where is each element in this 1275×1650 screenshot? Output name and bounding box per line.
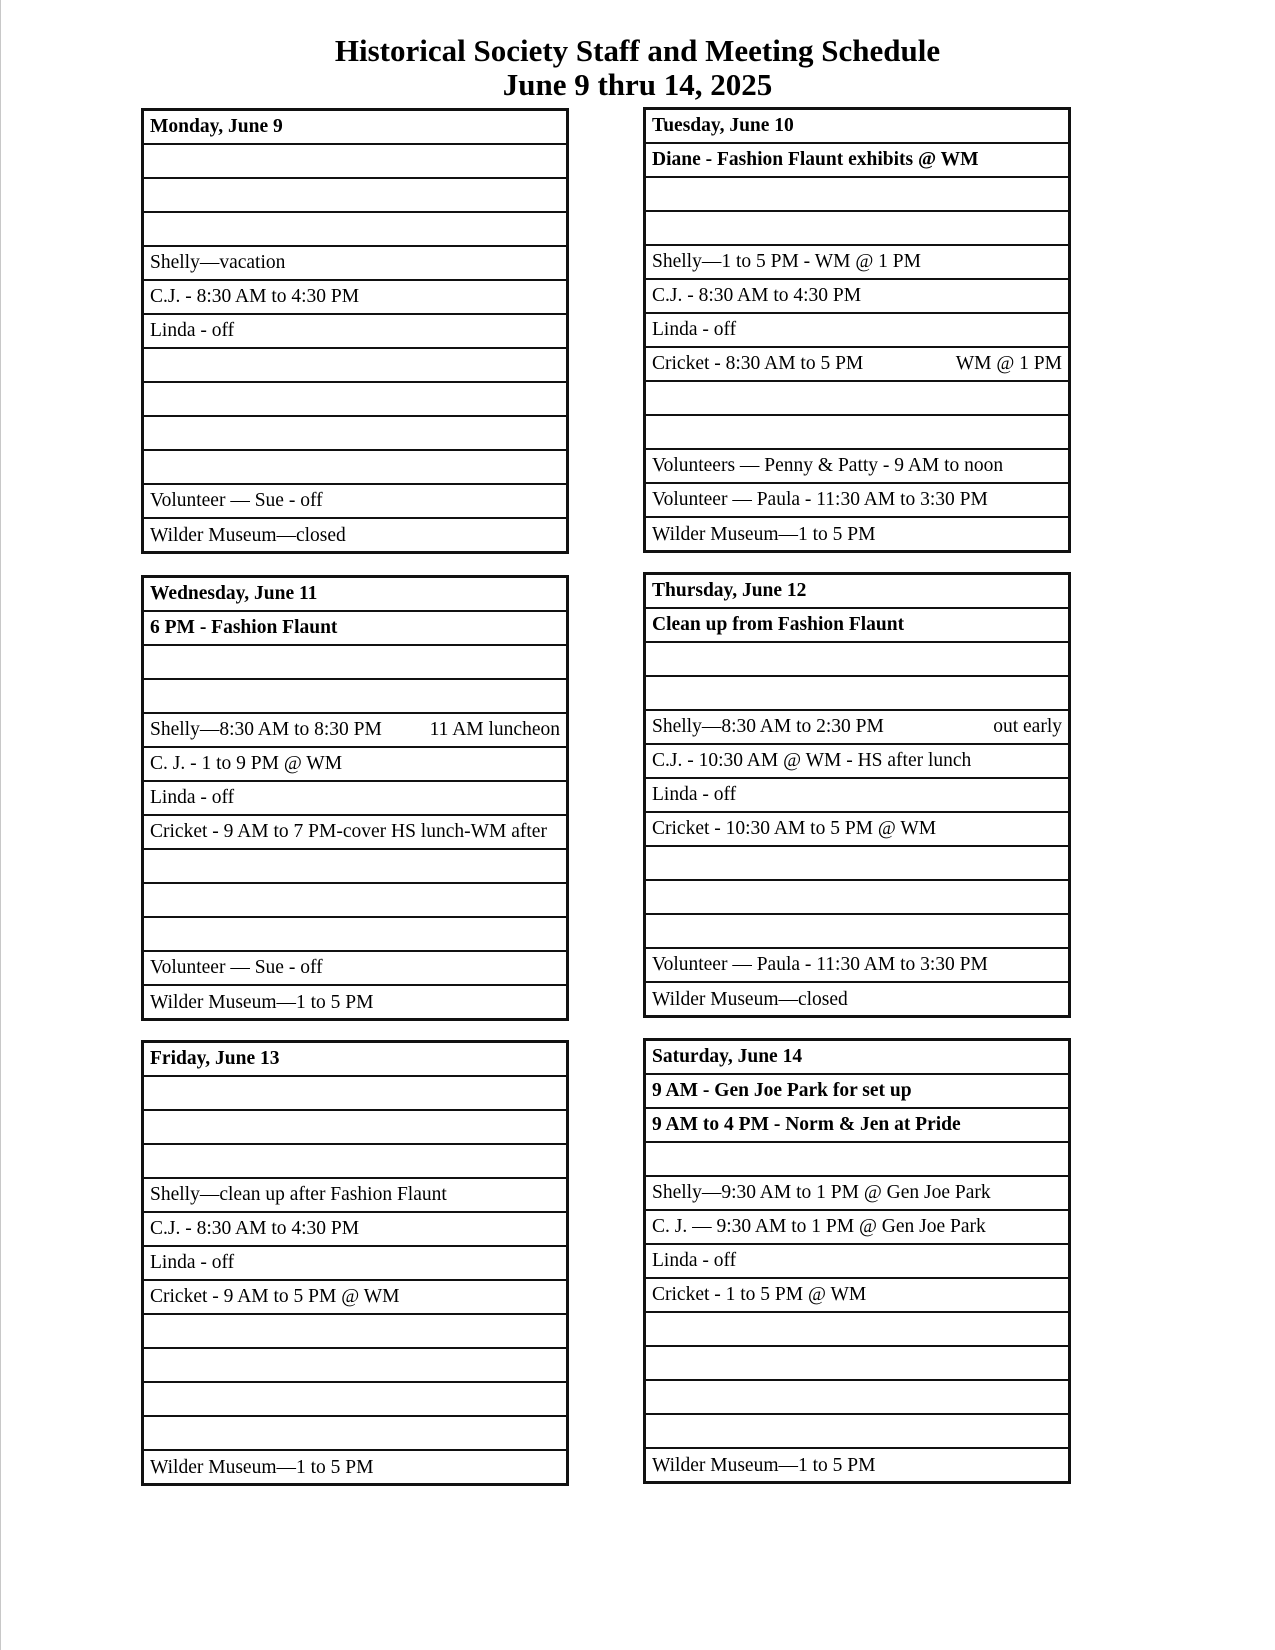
schedule-text: C.J. - 8:30 AM to 4:30 PM: [150, 286, 360, 307]
schedule-row: [144, 1451, 566, 1485]
day-box-wednesday: [141, 575, 569, 1021]
schedule-text: Volunteer — Paula - 11:30 AM to 3:30 PM: [652, 954, 988, 975]
schedule-row: [646, 212, 1068, 246]
schedule-text: C. J. — 9:30 AM to 1 PM @ Gen Joe Park: [652, 1216, 986, 1237]
schedule-text: 6 PM - Fashion Flaunt: [150, 617, 338, 638]
schedule-text: Volunteer — Sue - off: [150, 490, 323, 511]
schedule-text: Volunteers — Penny & Patty - 9 AM to noon: [652, 455, 1004, 476]
schedule-row: [144, 986, 566, 1020]
schedule-row: [646, 1449, 1068, 1483]
schedule-text: Shelly—clean up after Fashion Flaunt: [150, 1184, 447, 1205]
schedule-text: Cricket - 1 to 5 PM @ WM: [652, 1284, 867, 1305]
schedule-text: C. J. - 1 to 9 PM @ WM: [150, 753, 343, 774]
schedule-row: [646, 847, 1068, 881]
schedule-row: [144, 349, 566, 383]
day-box-thursday: [643, 572, 1071, 1018]
schedule-row: [144, 451, 566, 485]
schedule-row: [144, 714, 566, 748]
schedule-row: [646, 416, 1068, 450]
schedule-text: Wilder Museum—1 to 5 PM: [652, 524, 876, 545]
schedule-row: [144, 680, 566, 714]
schedule-row: [646, 348, 1068, 382]
schedule-row: [646, 1415, 1068, 1449]
schedule-row: [646, 609, 1068, 643]
day-heading: [144, 1043, 566, 1077]
title-line-1: Historical Society Staff and Meeting Schedule: [334, 33, 941, 68]
schedule-row: [646, 711, 1068, 745]
schedule-row: [144, 1179, 566, 1213]
day-heading-text: Saturday, June 14: [652, 1046, 803, 1067]
day-heading-text: Tuesday, June 10: [652, 115, 794, 136]
schedule-row: [646, 779, 1068, 813]
schedule-text: Shelly—8:30 AM to 2:30 PM: [652, 716, 884, 737]
schedule-row: [646, 1075, 1068, 1109]
title-line-2: June 9 thru 14, 2025: [502, 67, 773, 102]
schedule-row: [646, 1381, 1068, 1415]
schedule-text: Wilder Museum—closed: [150, 525, 346, 546]
schedule-row: [144, 383, 566, 417]
schedule-row: [646, 1211, 1068, 1245]
schedule-text: Cricket - 9 AM to 7 PM-cover HS lunch-WM after: [150, 821, 547, 842]
schedule-row: [144, 145, 566, 179]
schedule-row: [646, 643, 1068, 677]
schedule-row: [646, 1143, 1068, 1177]
day-box-monday: [141, 108, 569, 554]
day-heading: [646, 1041, 1068, 1075]
schedule-text: Linda - off: [652, 784, 737, 805]
schedule-row: [646, 280, 1068, 314]
schedule-note: out early: [993, 716, 1062, 737]
schedule-row: [144, 281, 566, 315]
document-title: [0, 34, 1275, 102]
schedule-text: Wilder Museum—1 to 5 PM: [150, 992, 374, 1013]
schedule-row: [144, 748, 566, 782]
schedule-row: [144, 1281, 566, 1315]
schedule-row: [646, 1177, 1068, 1211]
schedule-row: [646, 881, 1068, 915]
schedule-text: Shelly—9:30 AM to 1 PM @ Gen Joe Park: [652, 1182, 991, 1203]
schedule-row: [646, 1313, 1068, 1347]
schedule-row: [646, 949, 1068, 983]
schedule-row: [646, 745, 1068, 779]
schedule-row: [646, 1245, 1068, 1279]
schedule-text: Clean up from Fashion Flaunt: [652, 614, 905, 635]
schedule-note: 11 AM luncheon: [429, 719, 560, 740]
schedule-row: [144, 179, 566, 213]
schedule-text: Volunteer — Paula - 11:30 AM to 3:30 PM: [652, 489, 988, 510]
schedule-row: [144, 485, 566, 519]
schedule-row: [144, 315, 566, 349]
schedule-row: [646, 178, 1068, 212]
schedule-row: [646, 484, 1068, 518]
schedule-row: [144, 1213, 566, 1247]
schedule-text: Linda - off: [150, 787, 235, 808]
day-box-saturday: [643, 1038, 1071, 1484]
schedule-row: [144, 247, 566, 281]
schedule-note: WM @ 1 PM: [955, 353, 1062, 374]
schedule-row: [144, 816, 566, 850]
schedule-text: Cricket - 10:30 AM to 5 PM @ WM: [652, 818, 937, 839]
schedule-row: [144, 646, 566, 680]
schedule-row: [646, 246, 1068, 280]
schedule-row: [144, 850, 566, 884]
schedule-text: Shelly—8:30 AM to 8:30 PM: [150, 719, 382, 740]
schedule-row: [646, 450, 1068, 484]
schedule-text: Shelly—1 to 5 PM - WM @ 1 PM: [652, 251, 921, 272]
schedule-row: [144, 952, 566, 986]
schedule-row: [144, 918, 566, 952]
schedule-row: [646, 1109, 1068, 1143]
schedule-row: [646, 677, 1068, 711]
schedule-text: 9 AM - Gen Joe Park for set up: [652, 1080, 912, 1101]
schedule-text: Wilder Museum—closed: [652, 989, 848, 1010]
schedule-row: [646, 144, 1068, 178]
day-heading: [144, 111, 566, 145]
schedule-text: Linda - off: [150, 320, 235, 341]
schedule-row: [646, 518, 1068, 552]
schedule-row: [144, 1111, 566, 1145]
schedule-text: Wilder Museum—1 to 5 PM: [150, 1457, 374, 1478]
day-box-tuesday: [643, 107, 1071, 553]
schedule-row: [144, 1349, 566, 1383]
day-heading-text: Monday, June 9: [150, 116, 283, 137]
schedule-text: Cricket - 8:30 AM to 5 PM: [652, 353, 864, 374]
schedule-row: [646, 1347, 1068, 1381]
schedule-row: [144, 1145, 566, 1179]
schedule-text: Volunteer — Sue - off: [150, 957, 323, 978]
page-edge: [0, 0, 1, 1650]
day-heading-text: Wednesday, June 11: [150, 583, 318, 604]
schedule-row: [646, 1279, 1068, 1313]
day-heading: [144, 578, 566, 612]
schedule-row: [144, 417, 566, 451]
schedule-row: [646, 314, 1068, 348]
schedule-row: [144, 1315, 566, 1349]
schedule-text: C.J. - 10:30 AM @ WM - HS after lunch: [652, 750, 972, 771]
schedule-text: 9 AM to 4 PM - Norm & Jen at Pride: [652, 1114, 961, 1135]
schedule-row: [144, 782, 566, 816]
day-heading-text: Thursday, June 12: [652, 580, 807, 601]
schedule-row: [144, 1383, 566, 1417]
schedule-text: Linda - off: [652, 1250, 737, 1271]
schedule-text: Shelly—vacation: [150, 252, 286, 273]
schedule-row: [144, 519, 566, 553]
schedule-text: Linda - off: [150, 1252, 235, 1273]
schedule-row: [144, 213, 566, 247]
schedule-row: [646, 382, 1068, 416]
schedule-text: C.J. - 8:30 AM to 4:30 PM: [150, 1218, 360, 1239]
schedule-text: Linda - off: [652, 319, 737, 340]
schedule-row: [144, 612, 566, 646]
schedule-row: [646, 983, 1068, 1017]
day-heading: [646, 110, 1068, 144]
schedule-row: [144, 884, 566, 918]
schedule-row: [144, 1417, 566, 1451]
day-heading-text: Friday, June 13: [150, 1048, 280, 1069]
schedule-row: [646, 813, 1068, 847]
schedule-text: Wilder Museum—1 to 5 PM: [652, 1455, 876, 1476]
schedule-text: C.J. - 8:30 AM to 4:30 PM: [652, 285, 862, 306]
day-heading: [646, 575, 1068, 609]
schedule-row: [646, 915, 1068, 949]
schedule-text: Diane - Fashion Flaunt exhibits @ WM: [652, 149, 979, 170]
schedule-row: [144, 1077, 566, 1111]
schedule-text: Cricket - 9 AM to 5 PM @ WM: [150, 1286, 400, 1307]
day-box-friday: [141, 1040, 569, 1486]
schedule-row: [144, 1247, 566, 1281]
